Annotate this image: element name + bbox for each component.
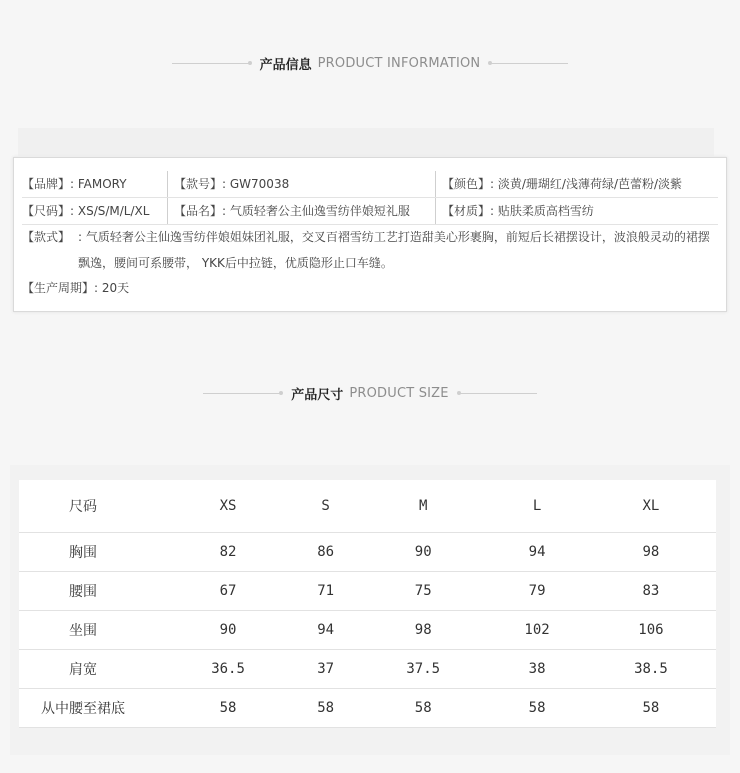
production-cycle-label: 【生产周期】 — [22, 281, 95, 295]
production-cycle — [22, 276, 129, 300]
table-row — [19, 611, 716, 650]
measurement-value: 90 — [163, 611, 293, 650]
material-field — [435, 198, 594, 224]
size-column-header: XL — [586, 480, 716, 533]
product-info-title-en: PRODUCT INFORMATION — [317, 56, 481, 71]
production-cycle-value: : 20天 — [94, 281, 130, 295]
measurement-value: 82 — [163, 533, 293, 572]
measurement-value: 58 — [293, 689, 358, 728]
table-row — [19, 650, 716, 689]
measurement-value: 38.5 — [586, 650, 716, 689]
measurement-value: 102 — [488, 611, 586, 650]
size-column-header: L — [488, 480, 586, 533]
design-value: : 气质轻奢公主仙逸雪纺伴娘姐妹团礼服，交叉百褶雪纺工艺打造甜美心形裹胸，前短后长裙摆设计，波浪般灵动的裙摆飘逸，腰间可系腰带， YKK后中拉链，优质隐形止口车缝。 — [78, 230, 710, 270]
product-size-title-en: PRODUCT SIZE — [349, 386, 449, 401]
product-name-value: : 气质轻奢公主仙逸雪纺伴娘短礼服 — [222, 204, 410, 218]
measurement-value: 37.5 — [358, 650, 488, 689]
size-header-row — [19, 480, 716, 533]
heading-divider-right — [490, 63, 568, 64]
measurement-value: 71 — [293, 572, 358, 611]
size-value: : XS/S/M/L/XL — [70, 204, 150, 218]
table-row — [19, 689, 716, 728]
product-info-heading — [0, 54, 740, 73]
measurement-value: 98 — [358, 611, 488, 650]
measurement-value: 79 — [488, 572, 586, 611]
color-value: : 淡黄/珊瑚红/浅薄荷绿/芭蕾粉/淡紫 — [490, 177, 683, 191]
measurement-value: 94 — [488, 533, 586, 572]
product-name-field — [167, 198, 410, 224]
measurement-name-text: 尺码 — [69, 499, 97, 515]
measurement-name — [19, 533, 163, 572]
size-field — [22, 198, 149, 224]
measurement-value: 36.5 — [163, 650, 293, 689]
measurement-value: 58 — [163, 689, 293, 728]
measurement-name — [19, 689, 163, 728]
size-column-header: XS — [163, 480, 293, 533]
measurement-name — [19, 480, 163, 533]
size-column-header: S — [293, 480, 358, 533]
measurement-name — [19, 572, 163, 611]
product-info-title-cn: 产品信息 — [259, 58, 312, 73]
measurement-value: 75 — [358, 572, 488, 611]
measurement-value: 58 — [358, 689, 488, 728]
style-number-field — [167, 171, 289, 197]
measurement-name-text: 腰围 — [69, 584, 97, 600]
brand-field — [22, 171, 127, 197]
measurement-name-text: 坐围 — [69, 623, 97, 639]
size-label: 【尺码】 — [22, 204, 71, 218]
measurement-value: 98 — [586, 533, 716, 572]
measurement-name-text: 肩宽 — [69, 662, 97, 678]
brand-label: 【品牌】 — [22, 177, 71, 191]
size-heading-divider-right — [459, 393, 537, 394]
info-header-strip — [18, 128, 714, 156]
measurement-name — [19, 611, 163, 650]
product-size-title-cn: 产品尺寸 — [291, 388, 344, 403]
measurement-value: 37 — [293, 650, 358, 689]
design-description — [22, 224, 718, 276]
info-row-1 — [22, 171, 718, 198]
size-heading-divider-left — [203, 393, 281, 394]
measurement-name — [19, 650, 163, 689]
style-number-value: : GW70038 — [222, 177, 290, 191]
design-label: 【款式】 — [22, 230, 71, 244]
measurement-value: 38 — [488, 650, 586, 689]
measurement-value: 83 — [586, 572, 716, 611]
style-number-label: 【款号】 — [174, 177, 223, 191]
brand-value: : FAMORY — [70, 177, 127, 191]
measurement-name-text: 从中腰至裙底 — [41, 701, 125, 717]
color-label: 【颜色】 — [442, 177, 491, 191]
measurement-value: 67 — [163, 572, 293, 611]
measurement-value: 106 — [586, 611, 716, 650]
material-value: : 贴肤柔质高档雪纺 — [490, 204, 594, 218]
color-field — [435, 171, 682, 197]
product-name-label: 【品名】 — [174, 204, 223, 218]
info-row-2 — [22, 198, 718, 225]
measurement-value: 86 — [293, 533, 358, 572]
measurement-value: 90 — [358, 533, 488, 572]
table-row — [19, 533, 716, 572]
measurement-value: 58 — [488, 689, 586, 728]
heading-divider-left — [172, 63, 250, 64]
measurement-name-text: 胸围 — [69, 545, 97, 561]
size-column-header: M — [358, 480, 488, 533]
measurement-value: 94 — [293, 611, 358, 650]
product-info-card — [13, 157, 727, 312]
product-size-heading — [0, 384, 740, 403]
size-table — [19, 480, 716, 728]
material-label: 【材质】 — [442, 204, 491, 218]
measurement-value: 58 — [586, 689, 716, 728]
table-row — [19, 572, 716, 611]
